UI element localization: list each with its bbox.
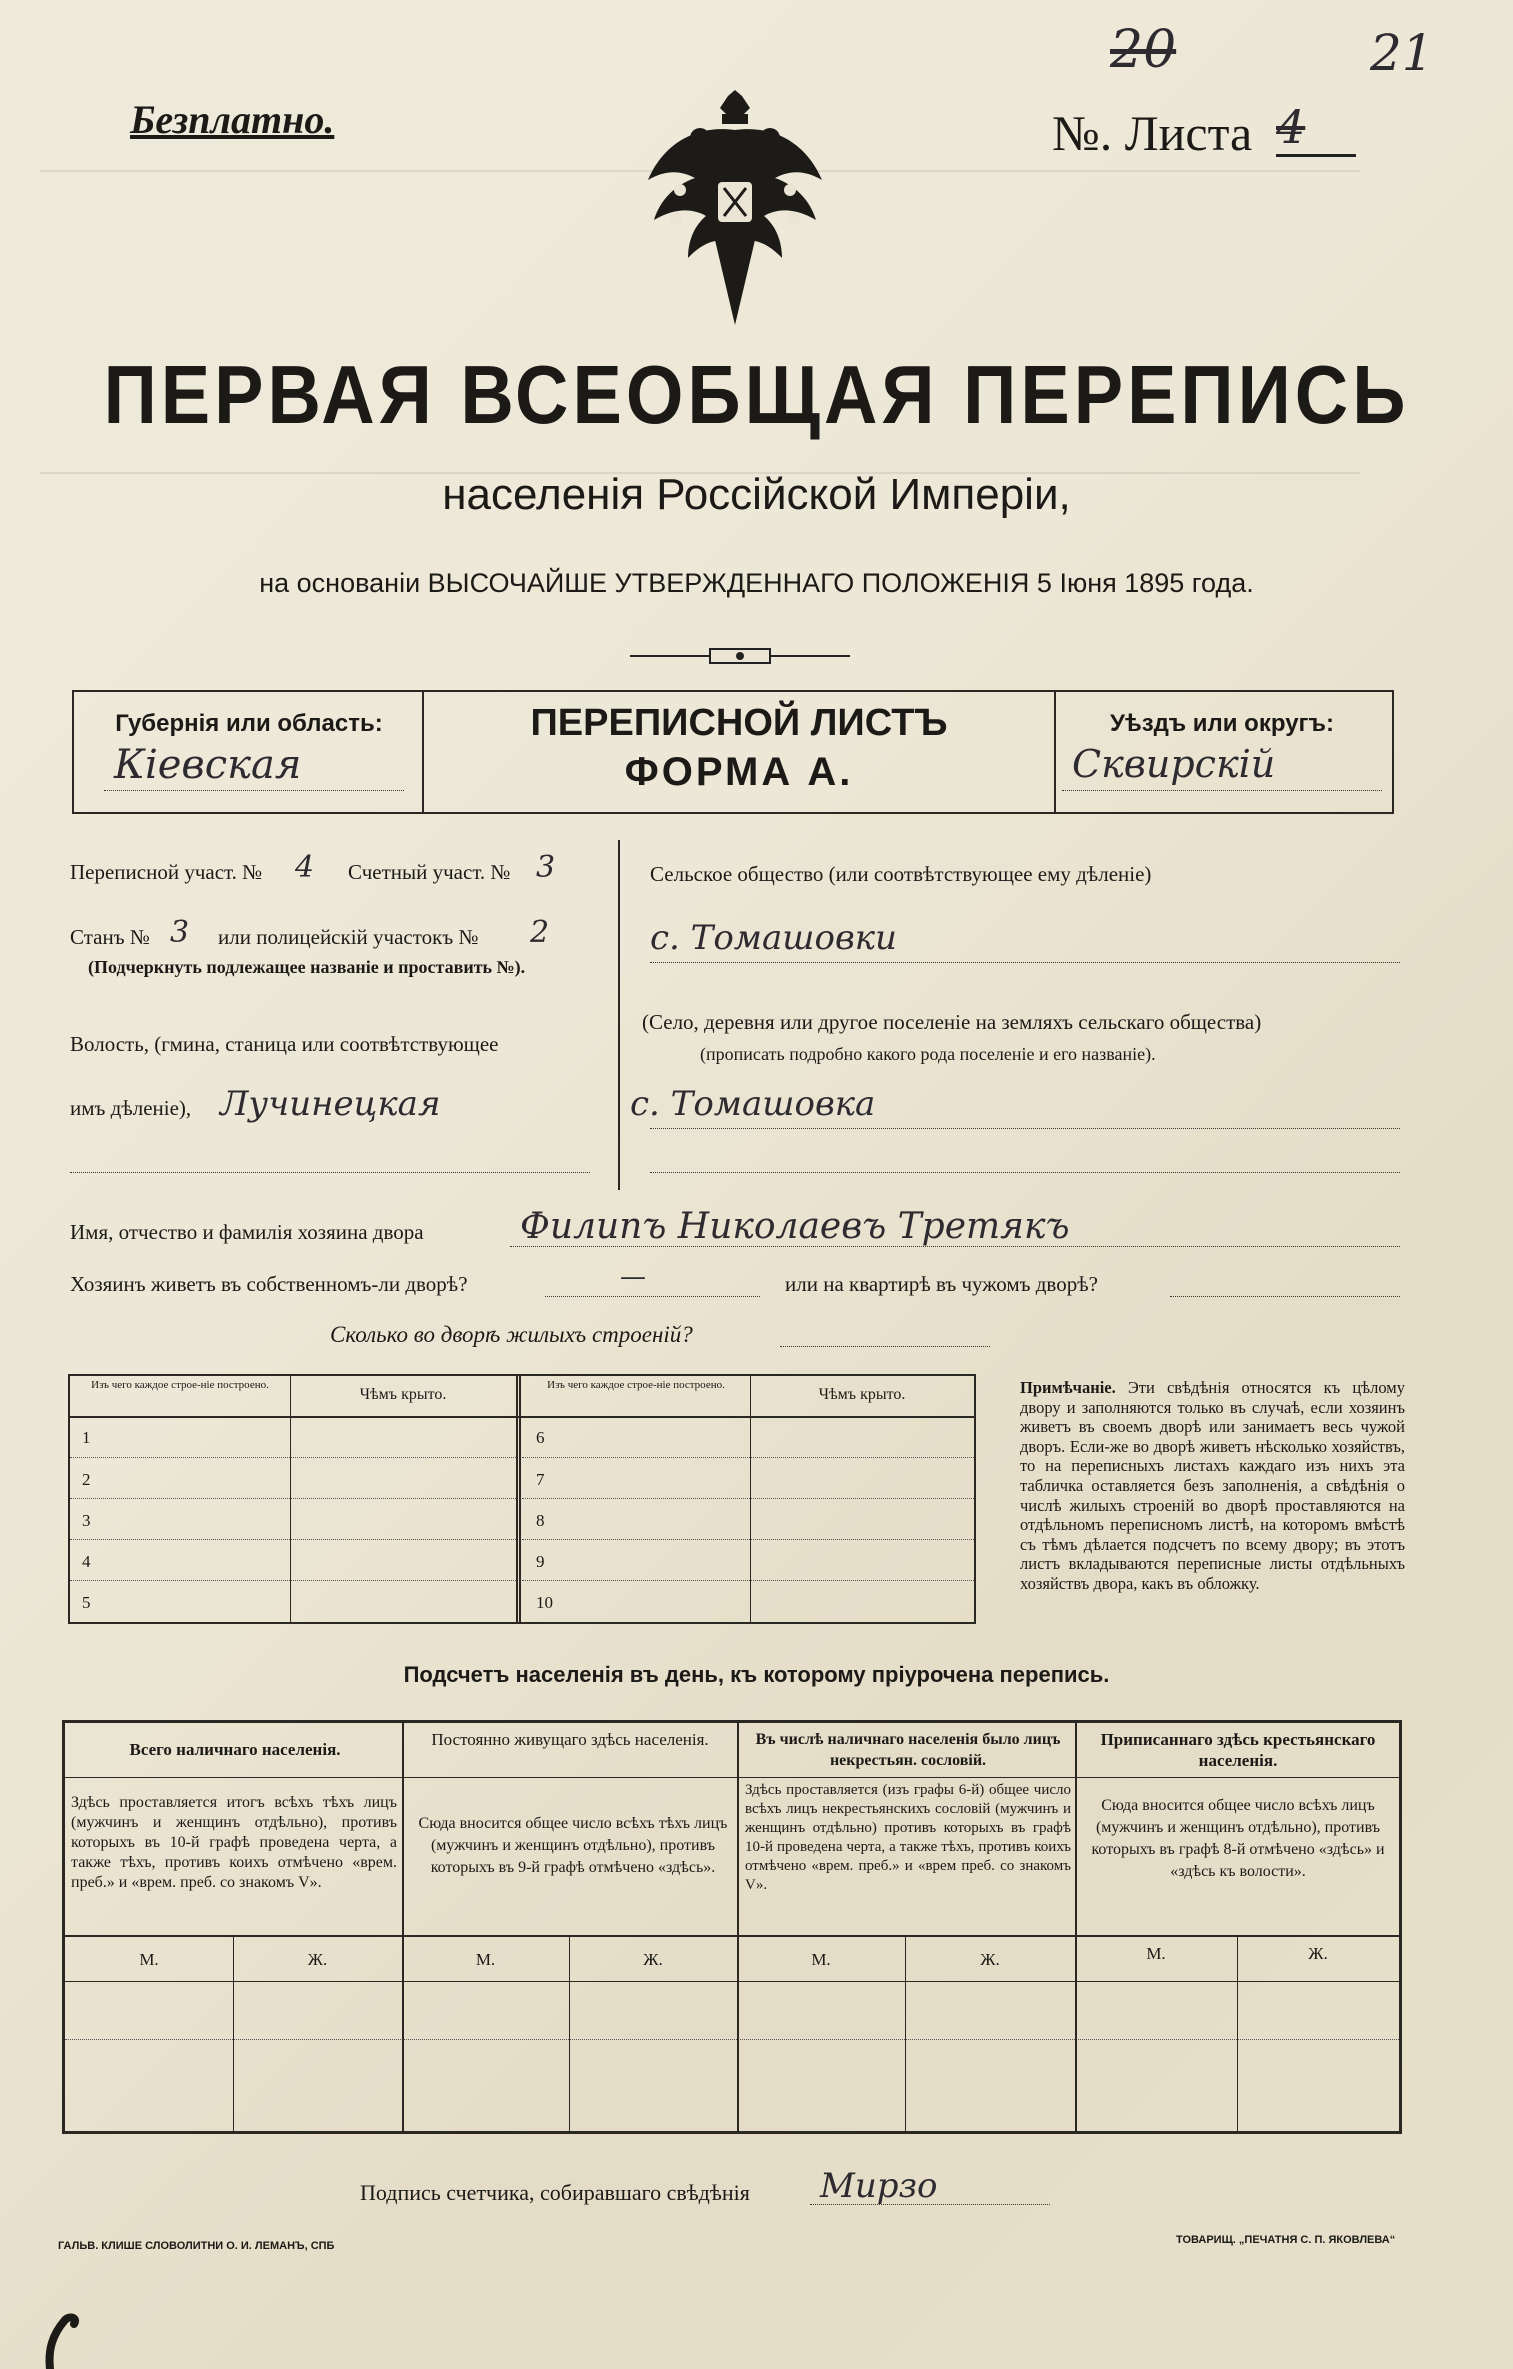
- row-number: 6: [536, 1428, 545, 1447]
- police-value[interactable]: 2: [530, 915, 550, 950]
- buildings-table: [68, 1374, 976, 1624]
- district-label: Уѣздъ или округъ:: [1109, 710, 1335, 737]
- female-label: Ж.: [643, 1950, 663, 1969]
- table-row[interactable]: [70, 1581, 516, 1621]
- note-title: Примѣчаніе.: [1020, 1378, 1116, 1397]
- buildings-label: Сколько во дворѣ жилыхъ строеній?: [330, 1322, 693, 1347]
- main-title: ПЕРВАЯ ВСЕОБЩАЯ ПЕРЕПИСЬ: [103, 348, 1410, 441]
- signature-label: Подпись счетчика, собиравшаго свѣдѣнія: [360, 2180, 750, 2205]
- owner-underline: [510, 1246, 1400, 1247]
- community-underline: [650, 962, 1400, 963]
- signature-value[interactable]: Мирзо: [820, 2166, 938, 2206]
- ink-mark: [30, 2310, 90, 2369]
- female-label: Ж.: [307, 1950, 328, 1969]
- col-material-header-right: Изъ чего каждое строе-ніе построено.: [547, 1379, 725, 1391]
- field-divider: [618, 840, 620, 1190]
- note-text: Эти свѣдѣнія относятся къ цѣлому двору и заполняются только въ случаѣ, если хозяинъ живетъ въ своемъ дворѣ или занимаетъ весь чужой дворъ. Если-же во дворѣ живетъ нѣсколько хозяйствъ, то на переписныхъ листахъ каждаго изъ нихъ эта табличка оставляется безъ заполненія, а свѣдѣнія о числѣ жилыхъ строеній во дворѣ проставляются на отдѣльномъ переписномъ листѣ, на которомъ вмѣстѣ съ тѣмъ дѣлается подсчетъ по всему двору; въ этотъ листъ вкладываются переписные листы отдѣльныхъ хозяйствъ двора, какъ въ обложку.: [1020, 1378, 1405, 1593]
- form-title: ПЕРЕПИСНОЙ ЛИСТЪ: [530, 702, 948, 744]
- pop-col-div-2: [737, 1723, 739, 2131]
- own-yard-underline: [545, 1296, 760, 1297]
- owner-value[interactable]: Филипъ Николаевъ Третякъ: [520, 1206, 1070, 1247]
- pop-col-desc: Здѣсь проставляется итогъ всѣхъ тѣхъ лицъ (мужчинъ и женщинъ отдѣльно), противъ которыхъ въ 10-й графѣ проведена черта, а также тѣхъ, противъ коихъ отмѣчено «врем. преб.» и «врем. преб. со знакомъ V».: [71, 1794, 397, 1891]
- district-value[interactable]: Сквирскій: [1072, 742, 1276, 786]
- row-number: 1: [82, 1428, 91, 1447]
- community-label: Сельское общество (или соотвѣтствующее ему дѣленіе): [650, 862, 1152, 886]
- male-label: М.: [475, 1950, 496, 1969]
- imperial-eagle-emblem: [640, 90, 830, 330]
- count-district-label: Счетный участ. №: [348, 860, 511, 884]
- rows-left: [70, 1416, 516, 1621]
- owner-label: Имя, отчество и фамилія хозяина двора: [70, 1220, 424, 1244]
- male-label: М.: [811, 1950, 831, 1969]
- population-table: [62, 1720, 1402, 2134]
- table-row[interactable]: [522, 1416, 974, 1458]
- male-label: М.: [1146, 1944, 1166, 1963]
- table-split: [516, 1376, 521, 1622]
- pop-title-line: [65, 1777, 1399, 1778]
- district-box: [1052, 690, 1394, 814]
- province-underline: [104, 790, 404, 791]
- population-heading: Подсчетъ населенія въ день, къ которому пріурочена перепись.: [403, 1662, 1110, 1687]
- male-label: М.: [139, 1950, 159, 1969]
- pop-col-desc: Здѣсь проставляется (изъ графы 6-й) общее число всѣхъ лицъ некрестьянскихъ сословій (мужчинъ и женщинъ отдѣльно) противъ которыхъ въ графѣ 10-й проведена черта, а также тѣхъ, противъ коихъ отмѣчено «врем. преб.» и «врем преб. со знакомъ V».: [745, 1782, 1071, 1893]
- rented-underline: [1170, 1296, 1400, 1297]
- village-extra-line: [650, 1172, 1400, 1173]
- pop-data-line: [65, 2039, 1399, 2040]
- free-label: Безплатно.: [130, 97, 335, 142]
- village-label: (Село, деревня или другое поселеніе на земляхъ сельскаго общества): [642, 1010, 1262, 1034]
- female-label: Ж.: [980, 1950, 1000, 1969]
- camp-value[interactable]: 3: [170, 915, 190, 950]
- col-roof-header-left: Чѣмъ крыто.: [359, 1386, 447, 1403]
- police-label: или полицейскій участокъ №: [218, 925, 479, 949]
- pop-col-title: Приписаннаго здѣсь крестьянскаго населенія.: [1100, 1730, 1376, 1770]
- own-yard-value[interactable]: —: [620, 1262, 646, 1292]
- village-underline: [650, 1128, 1400, 1129]
- note-block: [1020, 1378, 1405, 1594]
- form-title-box: [422, 690, 1056, 814]
- rows-right: [522, 1416, 974, 1621]
- volost-label-2: имъ дѣленіе),: [70, 1096, 192, 1120]
- pop-col-div-3: [1075, 1723, 1077, 2131]
- row-number: 2: [82, 1470, 91, 1489]
- table-row[interactable]: [522, 1540, 974, 1581]
- pop-col-title: Въ числѣ наличнаго населенія было лицъ некрестьян. сословій.: [755, 1731, 1061, 1769]
- province-value[interactable]: Кіевская: [114, 742, 302, 788]
- census-district-label: Переписной участ. №: [70, 860, 263, 884]
- pop-desc-line: [65, 1935, 1399, 1937]
- row-number: 7: [536, 1470, 545, 1489]
- col-material-header-left: Изъ чего каждое строе-ніе построено.: [91, 1379, 269, 1391]
- pop-mf-line: [65, 1981, 1399, 1982]
- own-yard-label: Хозяинъ живетъ въ собственномъ-ли дворѣ?: [70, 1272, 468, 1296]
- table-row[interactable]: [522, 1458, 974, 1499]
- form-subtitle: ФОРМА А.: [624, 750, 854, 794]
- village-note: (прописать подробно какого рода поселеніе и его названіе).: [700, 1044, 1156, 1064]
- table-row[interactable]: [70, 1416, 516, 1458]
- row-number: 10: [536, 1593, 553, 1612]
- buildings-underline: [780, 1346, 990, 1347]
- province-label: Губернія или область:: [115, 710, 383, 737]
- table-row[interactable]: [522, 1499, 974, 1540]
- underline-note: (Подчеркнуть подлежащее названіе и проставить №).: [88, 957, 526, 977]
- count-district-value[interactable]: 3: [536, 850, 556, 885]
- row-number: 8: [536, 1511, 545, 1530]
- province-box: [72, 690, 424, 814]
- row-number: 5: [82, 1593, 91, 1612]
- volost-extra-line: [70, 1172, 590, 1173]
- camp-label: Станъ №: [70, 925, 150, 949]
- row-number: 9: [536, 1552, 545, 1571]
- pop-col-title: Постоянно живущаго здѣсь населенія.: [431, 1730, 709, 1749]
- table-row[interactable]: [70, 1540, 516, 1581]
- village-value[interactable]: с. Томашовка: [630, 1084, 876, 1124]
- archive-number-struck: 20: [1110, 20, 1177, 80]
- pop-col-desc: Сюда вносится общее число всѣхъ лицъ (мужчинъ и женщинъ отдѣльно), противъ которыхъ въ графѣ 8-й отмѣчено «здѣсь» и «здѣсь къ волости».: [1091, 1797, 1385, 1880]
- community-value[interactable]: с. Томашовки: [650, 918, 897, 958]
- table-row[interactable]: [522, 1581, 974, 1621]
- table-row[interactable]: [70, 1458, 516, 1499]
- pop-col-title: Всего наличнаго населенія.: [129, 1740, 341, 1759]
- rented-label: или на квартирѣ въ чужомъ дворѣ?: [785, 1272, 1098, 1296]
- pop-col-div-1: [402, 1723, 404, 2131]
- volost-label: Волость, (гмина, станица или соотвѣтствующее: [70, 1032, 499, 1056]
- printer-left: ГАЛЬВ. КЛИШЕ СЛОВОЛИТНИ О. И. ЛЕМАНЪ, СПБ: [58, 2240, 335, 2252]
- row-number: 3: [82, 1511, 91, 1530]
- signature-underline: [810, 2204, 1050, 2205]
- pop-col-desc: Сюда вносится общее число всѣхъ тѣхъ лицъ (мужчинъ и женщинъ отдѣльно), противъ которыхъ въ 9-й графѣ отмѣчено «здѣсь».: [418, 1815, 728, 1876]
- ornament-divider: [630, 645, 850, 667]
- archive-number: 21: [1370, 24, 1434, 82]
- female-label: Ж.: [1308, 1944, 1328, 1963]
- sheet-number-value: 4: [1276, 100, 1356, 157]
- col-roof-header-right: Чѣмъ крыто.: [818, 1386, 906, 1403]
- printer-right: ТОВАРИЩ. „ПЕЧАТНЯ С. П. ЯКОВЛЕВА“: [1176, 2234, 1396, 2246]
- mf-divider: [1237, 1935, 1238, 2131]
- row-number: 4: [82, 1552, 91, 1571]
- census-district-value[interactable]: 4: [295, 850, 315, 885]
- district-underline: [1062, 790, 1382, 791]
- sheet-number-label: №. Листа: [1052, 105, 1253, 161]
- subtitle: населенія Россійской Имперіи,: [442, 470, 1071, 519]
- table-row[interactable]: [70, 1499, 516, 1540]
- basis-line: на основаніи ВЫСОЧАЙШЕ УТВЕРЖДЕННАГО ПОЛОЖЕНІЯ 5 Іюня 1895 года.: [259, 568, 1254, 598]
- volost-value[interactable]: Лучинецкая: [220, 1084, 441, 1124]
